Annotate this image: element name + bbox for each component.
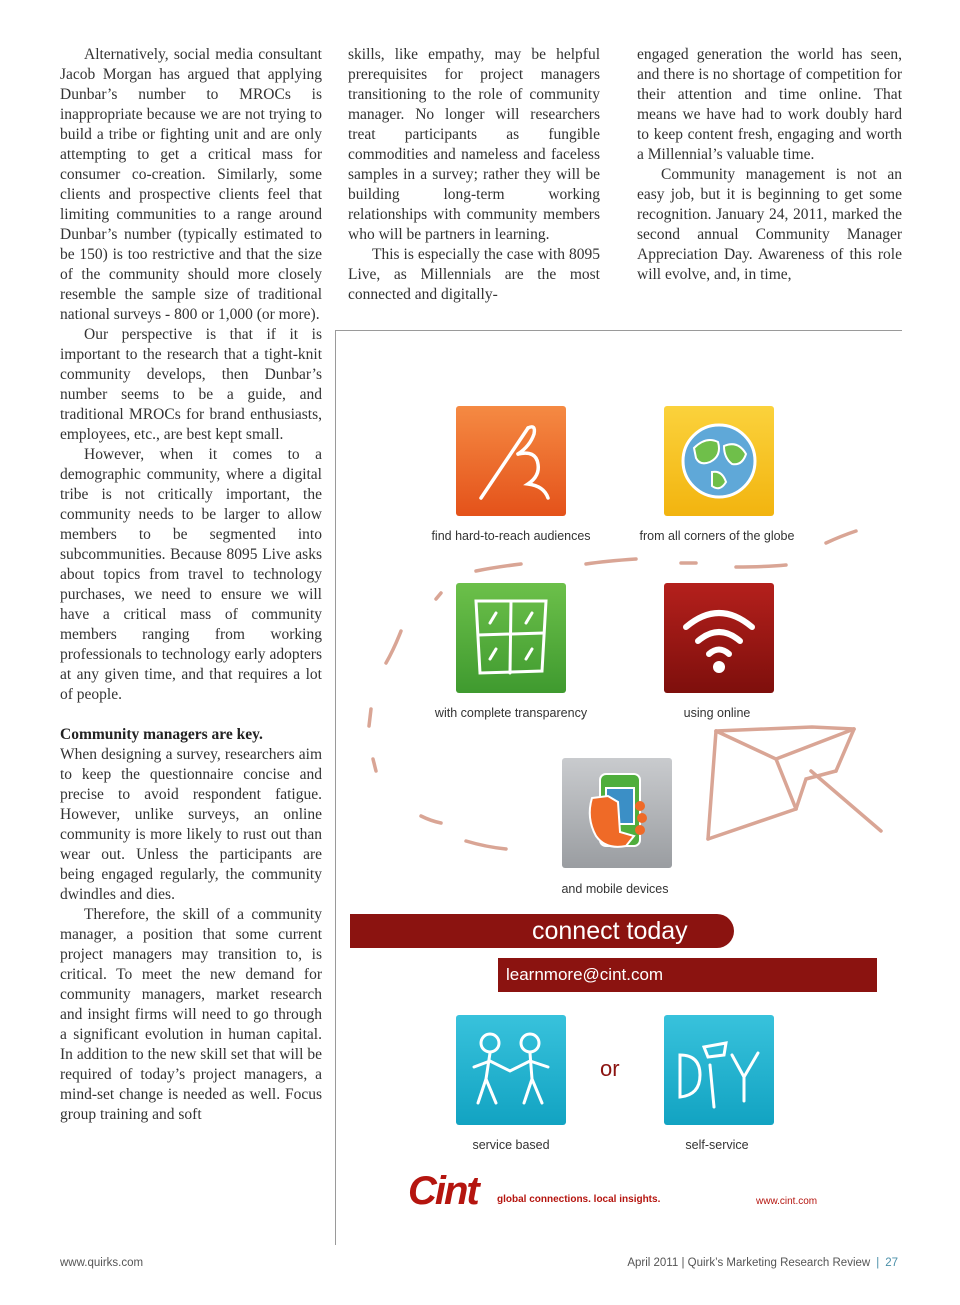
- needle-icon: [456, 406, 566, 516]
- caption-self-service: self-service: [685, 1138, 749, 1152]
- wifi-icon: [664, 583, 774, 693]
- paragraph: When designing a survey, researchers aim to keep the questionnaire concise and precise to avoid respondent fatigue. However, unlike surveys, an online community is more likely to rust out than wear out. Unless the participants are being engaged regularly, the community dwindles and dies.: [60, 746, 322, 903]
- paragraph: Our perspective is that if it is important to the research that a tight-knit community develops, then Dunbar’s number seems to be a guide, and traditional MROCs for brand enthusiasts, employees, etc., are best kept small.: [60, 326, 322, 443]
- section-subhead: Community managers are key.: [60, 726, 263, 743]
- caption-service: service based: [472, 1138, 550, 1152]
- article-column-3: [637, 45, 902, 285]
- mobile-phone-icon: [562, 758, 672, 868]
- cint-website-link[interactable]: www.cint.com: [756, 1196, 818, 1207]
- paragraph: However, when it comes to a demographic community, where a digital tribe is not critically important, the community needs to be larger to allow members to be segmented into subcommunities. Because 8095 Live asks about topics from travel to technology purchases, we need to ensure we will have a critical mass of community members ranging from working professionals to technology early adopters at any given time, and that requires a lot of people.: [60, 446, 322, 703]
- footer-issue: April 2011 | Quirk’s Marketing Research Review | 27: [627, 1257, 898, 1269]
- paragraph: skills, like empathy, may be helpful prerequisites for project managers transitioning to the role of community manager. No longer will researchers treat participants as fungible commodities and nameless and faceless samples in a survey; rather they will be building long-term working relationships with community members who will be partners in learning.: [348, 46, 600, 243]
- caption-mobile: and mobile devices: [561, 882, 669, 896]
- caption-audiences: find hard-to-reach audiences: [431, 529, 591, 543]
- cint-logo[interactable]: Cint: [408, 1169, 478, 1213]
- article-column-1: [60, 45, 322, 1125]
- paragraph: Community management is not an easy job, but it is beginning to get some recognition. January 24, 2011, marked the second annual Community Manager Appreciation Day. Awareness of this role will evolve, and, in time,: [637, 166, 902, 283]
- cint-advertisement[interactable]: [336, 331, 902, 1245]
- paragraph: This is especially the case with 8095 Live, as Millennials are the most connected and digitally-: [348, 246, 600, 303]
- window-icon: [456, 583, 566, 693]
- diy-tools-icon: [664, 1015, 774, 1125]
- email-banner[interactable]: learnmore@cint.com: [498, 958, 877, 992]
- cint-tagline: global connections. local insights.: [497, 1194, 661, 1205]
- page-number: 27: [885, 1257, 898, 1269]
- caption-transparency: with complete transparency: [434, 706, 588, 720]
- or-label: or: [600, 1056, 620, 1081]
- people-icon: [456, 1015, 566, 1125]
- caption-globe: from all corners of the globe: [639, 529, 795, 543]
- paragraph: Alternatively, social media consultant Jacob Morgan has argued that applying Dunbar’s number to MROCs is inappropriate because we are not trying to build a tribe or fighting unit and are only attempting to get a critical mass for consumer co-creation. Similarly, some clients and prospective clients feel that limiting communities to a range around Dunbar’s number (typically estimated to be 150) is too restrictive and that the size of the community should more closely resemble the sample size of traditional national surveys - 800 or 1,000 (or more).: [60, 46, 322, 323]
- globe-icon: [664, 406, 774, 516]
- article-column-2: [348, 45, 600, 305]
- paragraph: engaged generation the world has seen, and there is no shortage of competition for their attention and time online. That means we have had to work doubly hard to keep content fresh, engaging and worth a Millennial’s valuable time.: [637, 46, 902, 163]
- footer-website[interactable]: www.quirks.com: [60, 1257, 144, 1269]
- footer-issue-text: April 2011 | Quirk’s Marketing Research Review: [627, 1257, 871, 1269]
- paragraph: Therefore, the skill of a community manager, a position that some current project managers may transition to, is critical. To meet the new demand for community managers, market research and insight firms will need to go through a significant evolution in human capital. In addition to the new skill set that will be required of today’s project managers, a mind-set change is needed as well. Focus group training and soft: [60, 906, 322, 1123]
- connect-today-banner[interactable]: connect today: [350, 914, 734, 948]
- caption-online: using online: [683, 706, 751, 720]
